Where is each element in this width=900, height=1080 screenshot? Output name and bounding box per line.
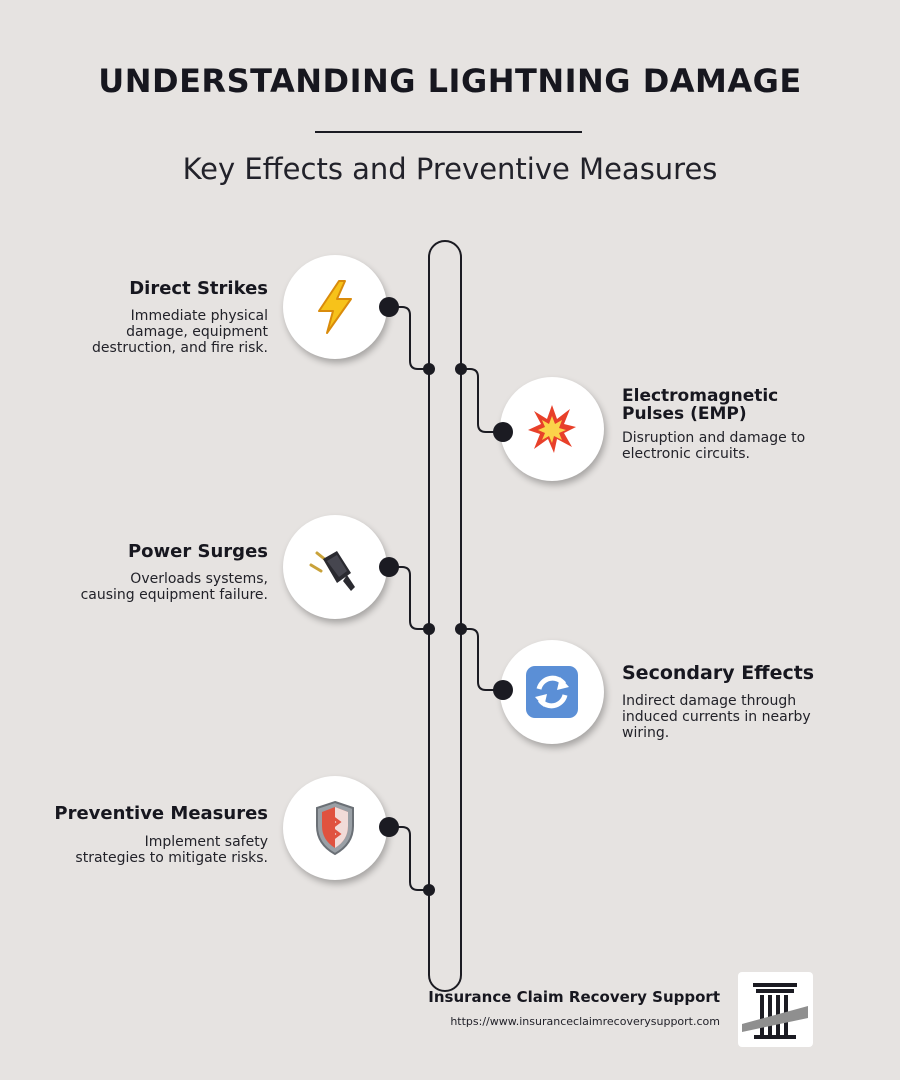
electric-plug-icon	[307, 539, 363, 595]
track-node	[423, 363, 435, 375]
connector-dot	[491, 420, 515, 444]
column-building-logo	[738, 972, 813, 1047]
secondary-effects-title: Secondary Effects	[622, 662, 815, 684]
title-line: Electromagnetic	[622, 386, 779, 406]
description-line: Immediate physical	[130, 308, 268, 324]
direct-strikes-description	[92, 308, 268, 356]
footer-organization: Insurance Claim Recovery Support	[428, 988, 720, 1006]
description-line: causing equipment failure.	[80, 587, 268, 603]
emp-title	[622, 387, 778, 423]
direct-strikes-title: Direct Strikes	[129, 278, 268, 299]
footer-url[interactable]: https://www.insuranceclaimrecoverysupport.com	[450, 1015, 720, 1028]
description-line: damage, equipment	[126, 324, 268, 340]
secondary-effects-description	[622, 693, 811, 741]
track-node	[455, 363, 467, 375]
description-line: Overloads systems,	[130, 571, 268, 587]
description-line: destruction, and fire risk.	[92, 340, 268, 356]
track-node	[423, 623, 435, 635]
description-line: induced currents in nearby	[622, 709, 811, 725]
collision-burst-icon	[526, 403, 578, 455]
lightning-bolt-icon	[313, 279, 357, 335]
shield-icon	[313, 800, 357, 856]
connector-dot	[491, 678, 515, 702]
preventive-measures-title: Preventive Measures	[54, 803, 268, 824]
arrows-cycle-icon	[525, 665, 579, 719]
page-title: UNDERSTANDING LIGHTNING DAMAGE	[98, 62, 802, 100]
description-line: Implement safety	[144, 834, 268, 850]
page-subtitle: Key Effects and Preventive Measures	[182, 152, 718, 186]
description-line: strategies to mitigate risks.	[75, 850, 268, 866]
emp-icon-circle	[500, 377, 604, 481]
power-surges-icon-circle	[283, 515, 387, 619]
preventive-measures-description	[75, 834, 268, 866]
connector-dot	[377, 295, 401, 319]
direct-strikes-icon-circle	[283, 255, 387, 359]
description-line: wiring.	[622, 725, 670, 741]
description-line: Indirect damage through	[622, 693, 797, 709]
track-node	[455, 623, 467, 635]
timeline-track	[429, 241, 461, 991]
description-line: electronic circuits.	[622, 446, 750, 462]
power-surges-description	[81, 571, 268, 603]
title-line: Pulses (EMP)	[622, 404, 747, 424]
description-line: Disruption and damage to	[622, 430, 806, 446]
company-logo	[738, 972, 813, 1047]
connector-dot	[377, 815, 401, 839]
power-surges-title: Power Surges	[127, 541, 268, 562]
emp-description	[622, 430, 805, 462]
track-node	[423, 884, 435, 896]
connector-dot	[377, 555, 401, 579]
preventive-measures-icon-circle	[283, 776, 387, 880]
secondary-effects-icon-circle	[500, 640, 604, 744]
